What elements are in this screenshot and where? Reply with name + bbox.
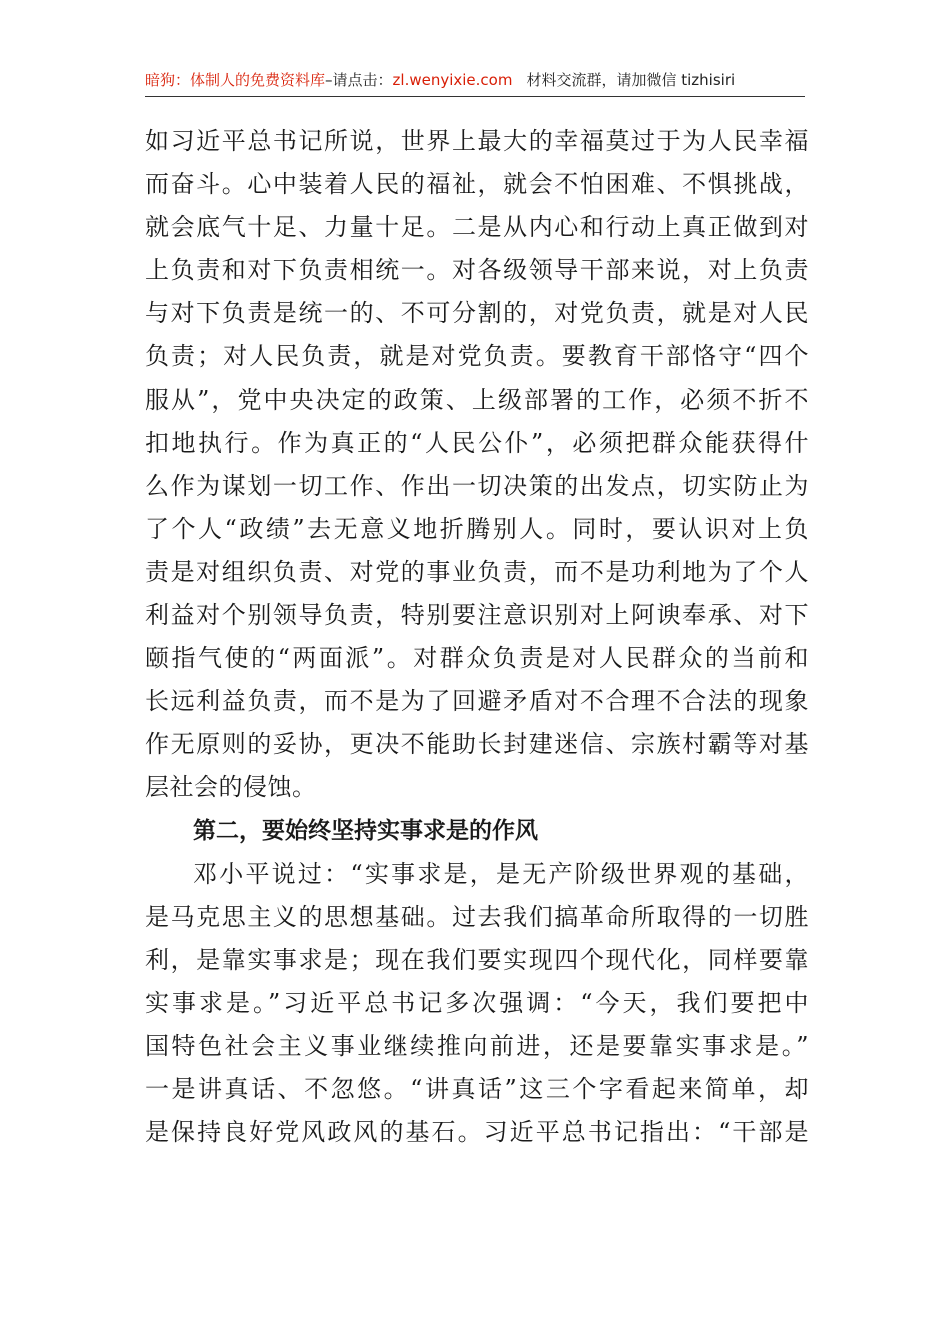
paragraph-2 bbox=[145, 853, 809, 1155]
text-line: 么作为谋划一切工作、作出一切决策的出发点，切实防止为 bbox=[145, 471, 809, 500]
text-line: 是保持良好党风政风的基石。习近平总书记指出：“干部是 bbox=[145, 1118, 809, 1147]
text-line: 层社会的侵蚀。 bbox=[145, 773, 317, 802]
text-line: 而奋斗。心中装着人民的福祉，就会不怕困难、不惧挑战， bbox=[145, 170, 809, 199]
text-line: 扣地执行。作为真正的“人民公仆”，必须把群众能获得什 bbox=[145, 428, 809, 457]
header-click-prompt: –请点击： bbox=[325, 71, 393, 89]
paragraph-1 bbox=[145, 120, 809, 810]
text-line: 实事求是。”习近平总书记多次强调：“今天，我们要把中 bbox=[145, 988, 809, 1017]
text-line: 一是讲真话、不忽悠。“讲真话”这三个字看起来简单，却 bbox=[145, 1075, 809, 1104]
text-line: 是马克思主义的思想基础。过去我们搞革命所取得的一切胜 bbox=[145, 902, 809, 931]
document-body bbox=[145, 120, 809, 1154]
text-line: 作无原则的妥协，更决不能助长封建迷信、宗族村霸等对基 bbox=[145, 730, 809, 759]
text-line: 服从”，党中央决定的政策、上级部署的工作，必须不折不 bbox=[145, 385, 809, 414]
header-contact: 材料交流群，请加微信 tizhisiri bbox=[526, 71, 736, 89]
section-heading: 第二，要始终坚持实事求是的作风 bbox=[193, 817, 538, 844]
header-site-name: 暗狗：体制人的免费资料库 bbox=[145, 71, 326, 89]
text-line: 了个人“政绩”去无意义地折腾别人。同时，要认识对上负 bbox=[145, 514, 809, 543]
page-header bbox=[145, 66, 805, 97]
text-line: 上负责和对下负责相统一。对各级领导干部来说，对上负责 bbox=[145, 256, 809, 285]
header-url-link[interactable]: zl.wenyixie.com bbox=[392, 71, 513, 89]
text-line: 颐指气使的“两面派”。对群众负责是对人民群众的当前和 bbox=[145, 644, 809, 673]
text-line: 利益对个别领导负责，特别要注意识别对上阿谀奉承、对下 bbox=[145, 601, 809, 630]
text-line: 就会底气十足、力量十足。二是从内心和行动上真正做到对 bbox=[145, 213, 809, 242]
text-line: 国特色社会主义事业继续推向前进，还是要靠实事求是。” bbox=[145, 1031, 809, 1060]
text-line: 如习近平总书记所说，世界上最大的幸福莫过于为人民幸福 bbox=[145, 127, 809, 155]
text-line: 长远利益负责，而不是为了回避矛盾对不合理不合法的现象 bbox=[145, 687, 809, 716]
text-line: 利，是靠实事求是；现在我们要实现四个现代化，同样要靠 bbox=[145, 945, 809, 974]
text-line: 邓小平说过：“实事求是，是无产阶级世界观的基础， bbox=[193, 859, 809, 888]
text-line: 与对下负责是统一的、不可分割的，对党负责，就是对人民 bbox=[145, 299, 809, 328]
text-line: 负责；对人民负责，就是对党负责。要教育干部恪守“四个 bbox=[145, 342, 809, 371]
text-line: 责是对组织负责、对党的事业负责，而不是功利地为了个人 bbox=[145, 557, 809, 586]
